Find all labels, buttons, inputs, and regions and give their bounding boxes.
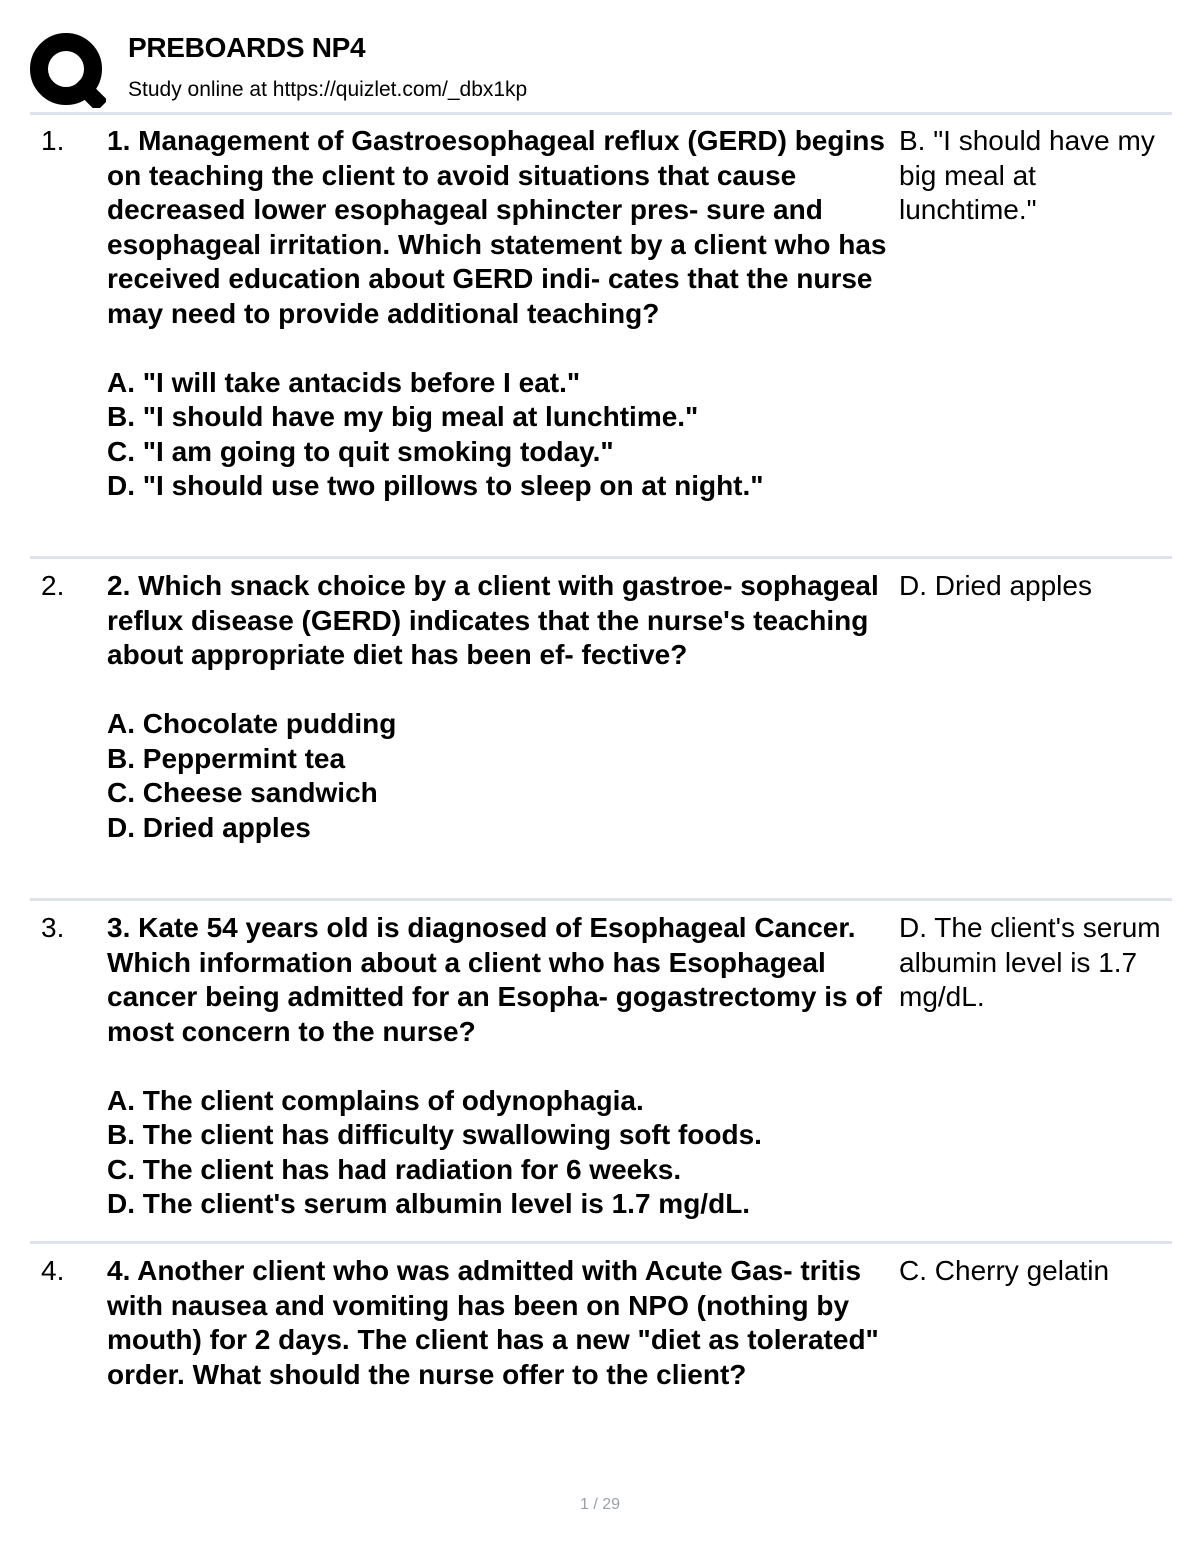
option-c: C. Cheese sandwich xyxy=(107,777,378,808)
question-stem: 4. Another client who was admitted with Acute Gas- tritis with nausea and vomiting has been on NPO (nothing by mouth) for 2 days. The client has a new "diet as tolerated" order. What should the nurse offer to the client? xyxy=(107,1255,879,1390)
divider xyxy=(30,112,1172,115)
divider xyxy=(30,1241,1172,1244)
card-answer: D. The client's serum albumin level is 1.7 mg/dL. xyxy=(899,912,1161,1012)
option-c: C. "I am going to quit smoking today." xyxy=(107,435,614,467)
card-number: 2. xyxy=(41,570,65,601)
option-b: B. "I should have my big meal at lunchtime." xyxy=(107,401,699,432)
card-answer: D. Dried apples xyxy=(899,570,1092,601)
page-number: 1 / 29 xyxy=(579,1496,621,1513)
card-answer: B. "I should have my big meal at lunchtime." xyxy=(899,125,1155,225)
page-header xyxy=(30,28,1175,112)
card-question xyxy=(107,124,897,504)
option-d: D. Dried apples xyxy=(107,811,311,843)
divider xyxy=(30,898,1172,901)
question-stem: 3. Kate 54 years old is diagnosed of Esophageal Cancer. Which information about a client who has Esophageal cancer being admitted for an Esopha- gogastrectomy is of most concern to the nurse? xyxy=(107,912,882,1047)
option-d: D. The client's serum albumin level is 1.7 mg/dL. xyxy=(107,1188,751,1219)
card-number: 1. xyxy=(41,125,65,156)
card-answer: C. Cherry gelatin xyxy=(899,1255,1110,1286)
question-stem: 1. Management of Gastroesophageal reflux (GERD) begins on teaching the client to avoid situations that cause decreased lower esophageal sphincter pres- sure and esophageal irritation. Which statement by a client who has received education about GERD indi- cates that the nurse may need to provide additional teaching? xyxy=(107,125,887,329)
option-a: A. "I will take antacids before I eat." xyxy=(107,366,581,398)
card-question xyxy=(107,1254,897,1392)
option-b: B. Peppermint tea xyxy=(107,742,346,774)
option-a: A. Chocolate pudding xyxy=(107,708,397,739)
option-c: C. The client has had radiation for 6 weeks. xyxy=(107,1153,682,1185)
page-title: PREBOARDS NP4 xyxy=(128,32,366,63)
option-a: A. The client complains of odynophagia. xyxy=(107,1084,644,1116)
card-number: 3. xyxy=(41,912,65,943)
divider xyxy=(30,556,1172,559)
card-question xyxy=(107,911,897,1222)
card-question xyxy=(107,569,897,845)
question-stem: 2. Which snack choice by a client with gastroe- sophageal reflux disease (GERD) indicates that the nurse's teaching about appropriate diet has been ef- fective? xyxy=(107,570,879,670)
card-number: 4. xyxy=(41,1255,65,1286)
option-d: D. "I should use two pillows to sleep on at night." xyxy=(107,470,764,501)
study-link[interactable]: Study online at https://quizlet.com/_dbx1kp xyxy=(128,78,528,101)
quizlet-logo-icon xyxy=(30,32,106,108)
option-b: B. The client has difficulty swallowing soft foods. xyxy=(107,1119,762,1150)
